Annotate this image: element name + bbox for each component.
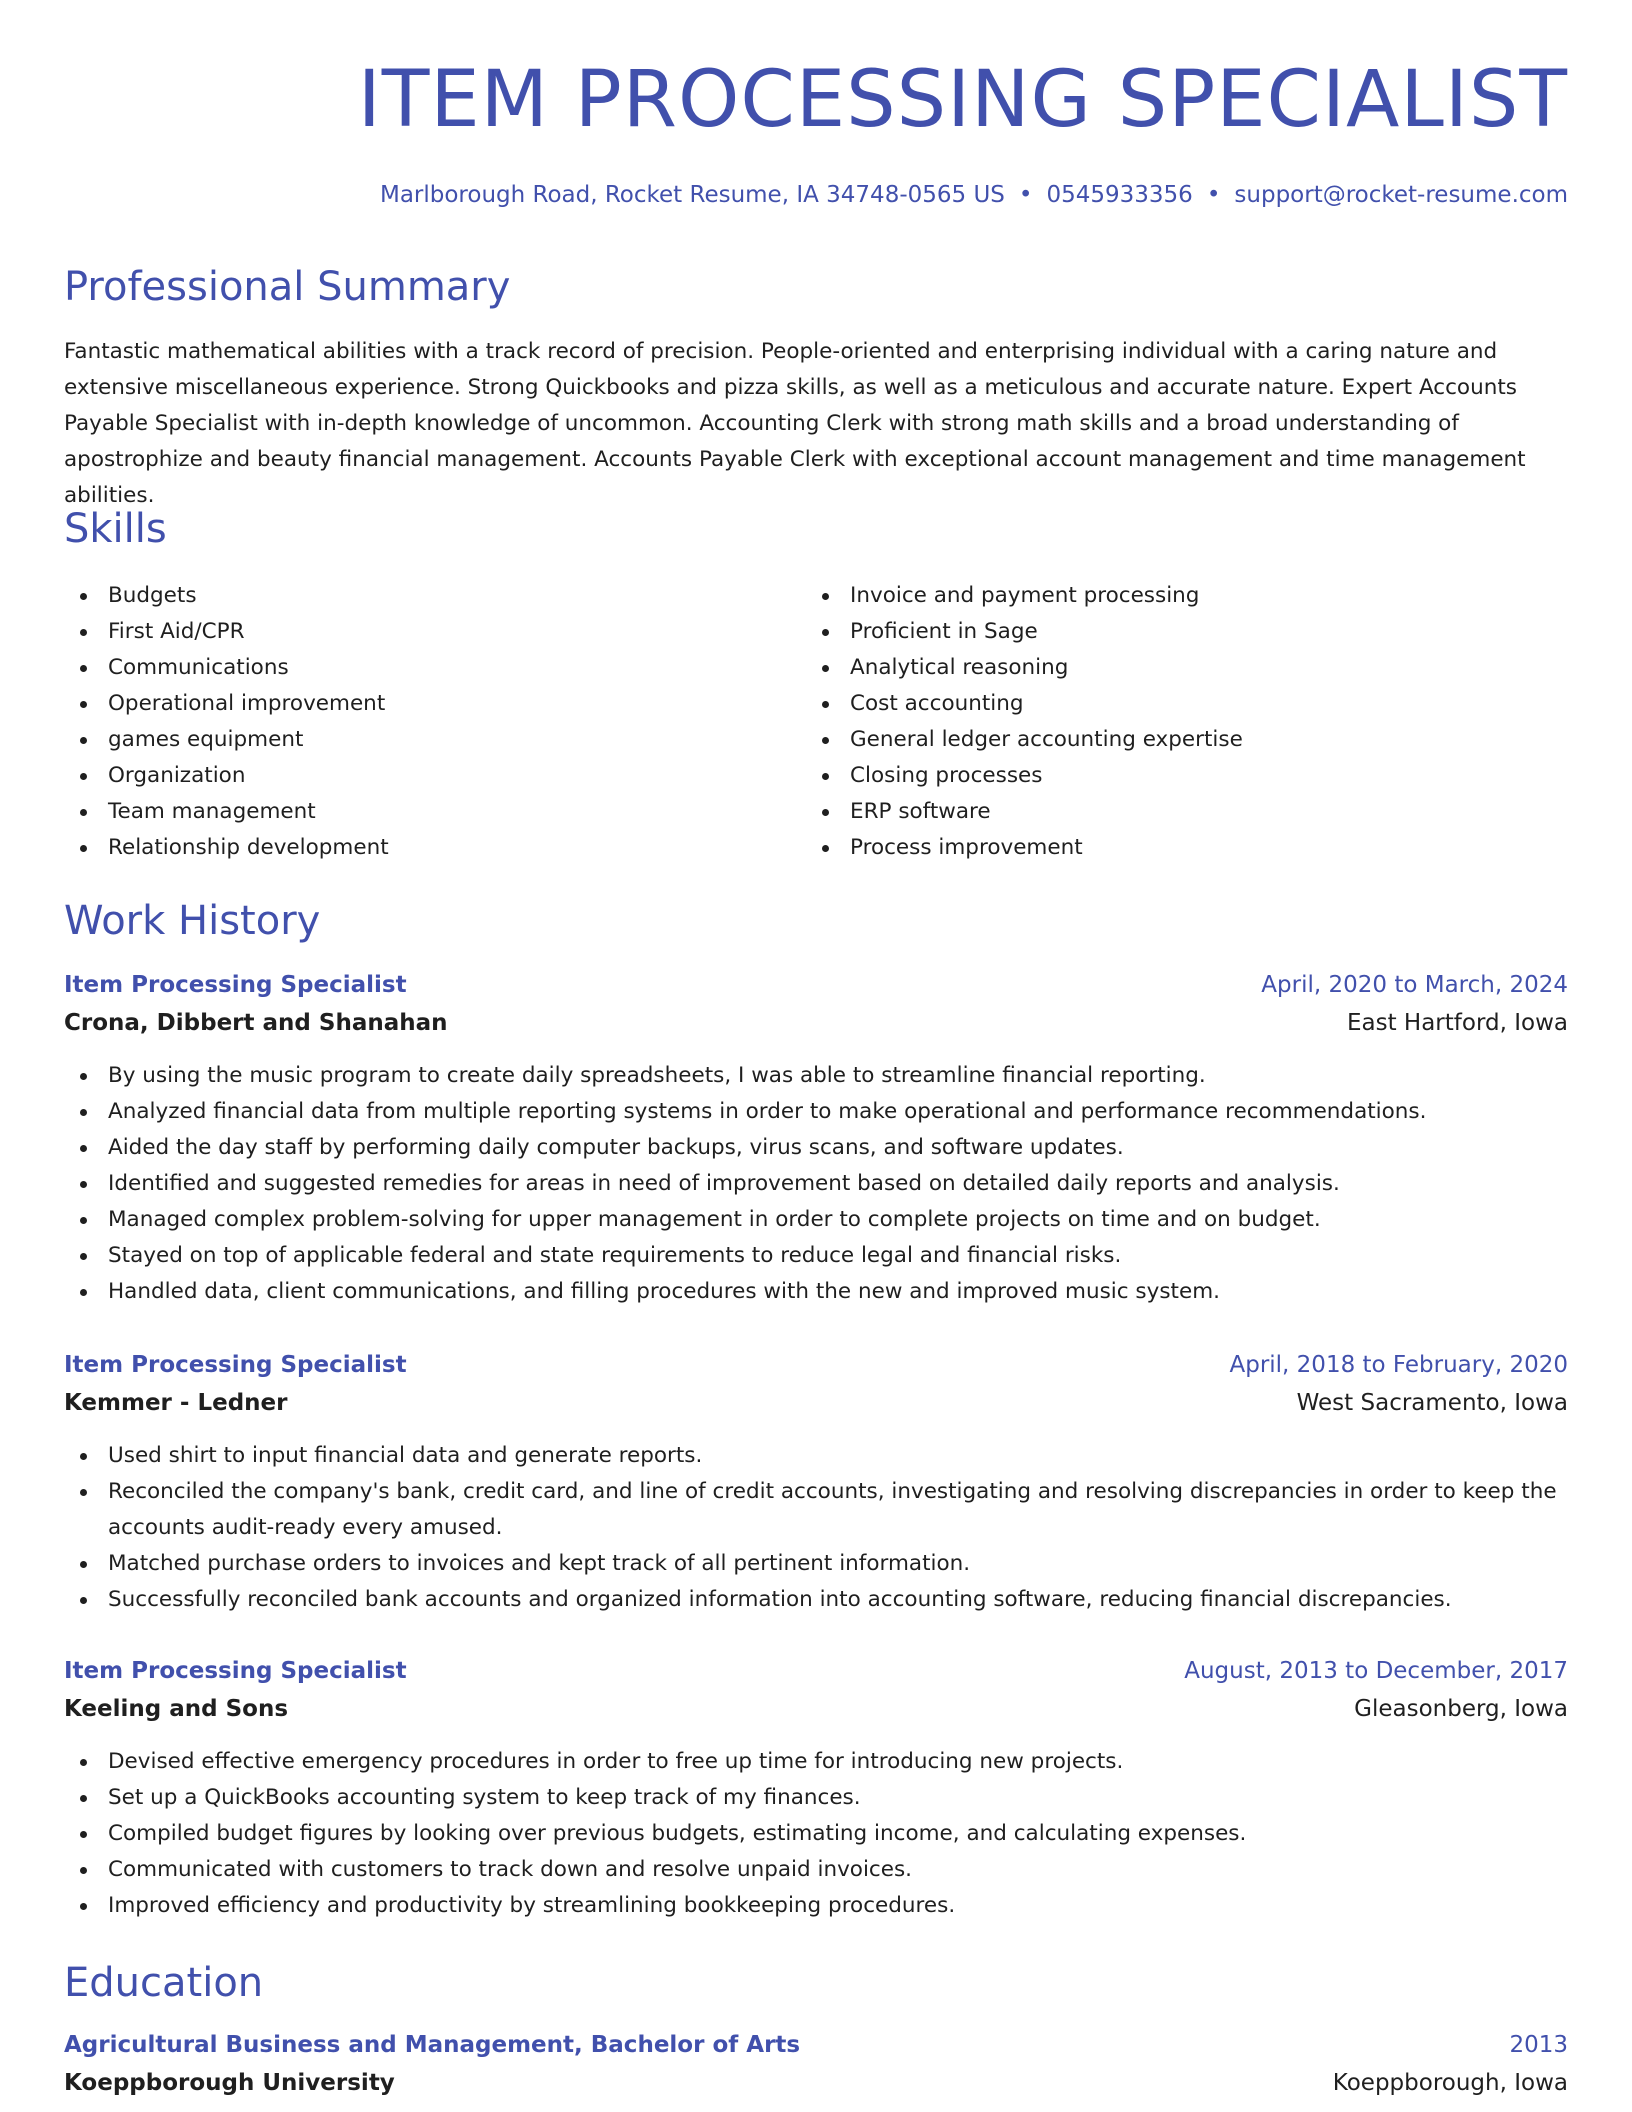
contact-line xyxy=(380,180,1568,210)
job-bullet: Aided the day staff by performing daily computer backups, virus scans, and software updates. xyxy=(64,1130,1568,1166)
education-heading: Education xyxy=(64,1960,264,2006)
job-dates: April, 2018 to February, 2020 xyxy=(1229,1352,1568,1378)
job-dates: April, 2020 to March, 2024 xyxy=(1261,972,1568,998)
job-bullet: Compiled budget figures by looking over previous budgets, estimating income, and calculating expenses. xyxy=(64,1816,1568,1852)
job-bullet: Successfully reconciled bank accounts and organized information into accounting software, reducing financial discrepancies. xyxy=(64,1582,1568,1618)
education-school: Koeppborough University xyxy=(64,2070,395,2096)
education-entry xyxy=(64,2026,1568,2102)
skills-heading: Skills xyxy=(64,506,167,552)
job-entry xyxy=(64,1652,1568,1924)
job-bullet: Analyzed financial data from multiple reporting systems in order to make operational and performance recommendations. xyxy=(64,1094,1568,1130)
job-company: Kemmer - Ledner xyxy=(64,1390,288,1416)
contact-separator: • xyxy=(1206,182,1221,208)
job-bullet: Used shirt to input financial data and generate reports. xyxy=(64,1438,1568,1474)
education-location: Koeppborough, Iowa xyxy=(1332,2070,1568,2096)
job-bullet: Managed complex problem-solving for upper management in order to complete projects on time and on budget. xyxy=(64,1202,1568,1238)
job-bullet: Matched purchase orders to invoices and kept track of all pertinent information. xyxy=(64,1546,1568,1582)
skill-item: Proficient in Sage xyxy=(806,614,1548,650)
skill-item: ERP software xyxy=(806,794,1548,830)
skill-item: First Aid/CPR xyxy=(64,614,806,650)
summary-heading: Professional Summary xyxy=(64,264,511,310)
work-history-heading: Work History xyxy=(64,898,321,944)
job-bullet: Devised effective emergency procedures in order to free up time for introducing new projects. xyxy=(64,1744,1568,1780)
job-entry xyxy=(64,966,1568,1310)
skill-item: Closing processes xyxy=(806,758,1548,794)
skill-item: Organization xyxy=(64,758,806,794)
job-bullets xyxy=(64,1058,1568,1310)
skill-item: Analytical reasoning xyxy=(806,650,1548,686)
skill-item: games equipment xyxy=(64,722,806,758)
skill-item: Process improvement xyxy=(806,830,1548,866)
contact-phone: 0545933356 xyxy=(1046,182,1193,208)
job-bullet: Set up a QuickBooks accounting system to keep track of my finances. xyxy=(64,1780,1568,1816)
education-year: 2013 xyxy=(1509,2032,1568,2058)
job-bullet: Communicated with customers to track down and resolve unpaid invoices. xyxy=(64,1852,1568,1888)
skills-column-left xyxy=(64,578,806,866)
job-bullet: Improved efficiency and productivity by streamlining bookkeeping procedures. xyxy=(64,1888,1568,1924)
job-dates: August, 2013 to December, 2017 xyxy=(1184,1658,1568,1684)
skills-column-right xyxy=(806,578,1548,866)
job-title: Item Processing Specialist xyxy=(64,1352,407,1378)
skill-item: Communications xyxy=(64,650,806,686)
job-title: Item Processing Specialist xyxy=(64,972,407,998)
skill-item: Team management xyxy=(64,794,806,830)
job-company: Crona, Dibbert and Shanahan xyxy=(64,1010,448,1036)
summary-text: Fantastic mathematical abilities with a track record of precision. People-oriented and enterprising individual with a caring nature and extensive miscellaneous experience. Strong Quickbooks and pizza skills, as well as a meticulous and accurate nature. Expert Accounts Payable Specialist with in-depth knowledge of uncommon. Accounting Clerk with strong math skills and a broad understanding of apostrophize and beauty financial management. Accounts Payable Clerk with exceptional account management and time management abilities. xyxy=(64,339,1526,508)
job-bullet: Reconciled the company's bank, credit card, and line of credit accounts, investigating and resolving discrepancies in order to keep the accounts audit-ready every amused. xyxy=(64,1474,1568,1546)
contact-address: Marlborough Road, Rocket Resume, IA 34748-0565 US xyxy=(379,182,1005,208)
education-degree: Agricultural Business and Management, Bachelor of Arts xyxy=(64,2032,801,2058)
job-bullets xyxy=(64,1744,1568,1924)
skill-item: Invoice and payment processing xyxy=(806,578,1548,614)
contact-separator: • xyxy=(1018,182,1033,208)
job-entry xyxy=(64,1346,1568,1618)
job-bullet: By using the music program to create daily spreadsheets, I was able to streamline financial reporting. xyxy=(64,1058,1568,1094)
job-title: Item Processing Specialist xyxy=(64,1658,407,1684)
skill-item: Cost accounting xyxy=(806,686,1548,722)
skills-list xyxy=(64,578,1568,866)
job-bullet: Stayed on top of applicable federal and state requirements to reduce legal and financial risks. xyxy=(64,1238,1568,1274)
resume-name: ITEM PROCESSING SPECIALIST xyxy=(357,55,1568,145)
contact-email[interactable]: support@rocket-resume.com xyxy=(1234,182,1568,208)
job-location: Gleasonberg, Iowa xyxy=(1354,1696,1568,1722)
job-bullet: Identified and suggested remedies for areas in need of improvement based on detailed daily reports and analysis. xyxy=(64,1166,1568,1202)
skill-item: Relationship development xyxy=(64,830,806,866)
job-location: West Sacramento, Iowa xyxy=(1296,1390,1568,1416)
skill-item: General ledger accounting expertise xyxy=(806,722,1548,758)
job-location: East Hartford, Iowa xyxy=(1346,1010,1568,1036)
job-bullets xyxy=(64,1438,1568,1618)
job-bullet: Handled data, client communications, and filling procedures with the new and improved music system. xyxy=(64,1274,1568,1310)
job-company: Keeling and Sons xyxy=(64,1696,289,1722)
skill-item: Budgets xyxy=(64,578,806,614)
skill-item: Operational improvement xyxy=(64,686,806,722)
